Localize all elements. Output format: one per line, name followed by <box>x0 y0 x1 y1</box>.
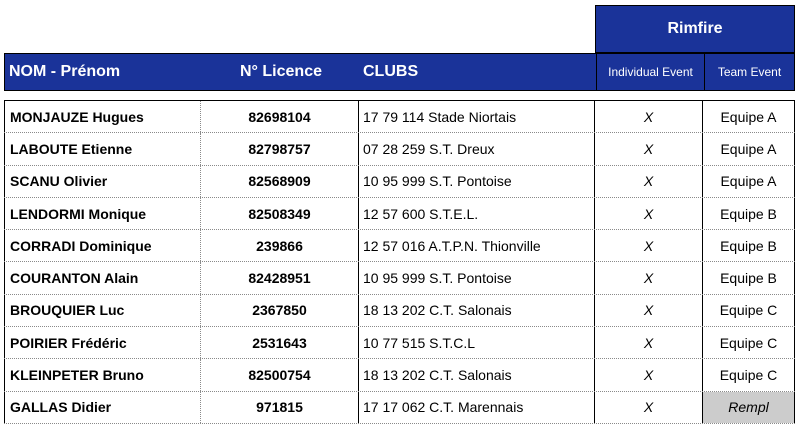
license-cell: 2367850 <box>201 295 359 326</box>
name-cell: CORRADI Dominique <box>4 230 201 261</box>
individual-event-cell: X <box>595 295 703 326</box>
team-event-cell: Equipe B <box>703 230 795 261</box>
license-cell: 2531643 <box>201 327 359 358</box>
license-cell: 82698104 <box>201 101 359 132</box>
club-cell: 10 95 999 S.T. Pontoise <box>359 262 595 293</box>
col-header-name: NOM - Prénom <box>9 63 121 80</box>
club-cell: 18 13 202 C.T. Salonais <box>359 359 595 390</box>
license-cell: 82508349 <box>201 198 359 229</box>
individual-event-cell: X <box>595 262 703 293</box>
col-header-license: N° Licence <box>240 63 322 80</box>
name-cell: BROUQUIER Luc <box>4 295 201 326</box>
table-row <box>4 392 795 424</box>
table-row <box>4 359 795 391</box>
table-row <box>4 100 795 133</box>
individual-event-cell: X <box>595 101 703 132</box>
license-cell: 971815 <box>201 392 359 423</box>
license-cell: 82500754 <box>201 359 359 390</box>
table-row <box>4 295 795 327</box>
team-event-cell: Equipe A <box>703 101 795 132</box>
name-cell: LENDORMI Monique <box>4 198 201 229</box>
club-cell: 12 57 016 A.T.P.N. Thionville <box>359 230 595 261</box>
club-cell: 10 77 515 S.T.C.L <box>359 327 595 358</box>
club-cell: 17 79 114 Stade Niortais <box>359 101 595 132</box>
team-event-cell: Equipe C <box>703 295 795 326</box>
table-row <box>4 166 795 198</box>
individual-event-cell: X <box>595 198 703 229</box>
table-body <box>4 100 795 424</box>
club-cell: 07 28 259 S.T. Dreux <box>359 133 595 164</box>
team-event-cell: Equipe C <box>703 359 795 390</box>
individual-event-cell: X <box>595 392 703 423</box>
col-header-team: Team Event <box>704 54 794 90</box>
individual-event-cell: X <box>595 133 703 164</box>
name-cell: MONJAUZE Hugues <box>4 101 201 132</box>
table-row <box>4 198 795 230</box>
table-row <box>4 133 795 165</box>
license-cell: 82798757 <box>201 133 359 164</box>
name-cell: POIRIER Frédéric <box>4 327 201 358</box>
individual-event-cell: X <box>595 166 703 197</box>
team-event-cell: Equipe A <box>703 133 795 164</box>
col-header-individual: Individual Event <box>596 54 704 90</box>
column-header-row <box>4 53 795 91</box>
col-header-clubs: CLUBS <box>363 63 419 80</box>
name-cell: SCANU Olivier <box>4 166 201 197</box>
individual-event-cell: X <box>595 230 703 261</box>
name-cell: COURANTON Alain <box>4 262 201 293</box>
club-cell: 17 17 062 C.T. Marennais <box>359 392 595 423</box>
team-event-cell: Equipe B <box>703 198 795 229</box>
individual-event-cell: X <box>595 359 703 390</box>
license-cell: 82568909 <box>201 166 359 197</box>
team-event-cell: Equipe A <box>703 166 795 197</box>
club-cell: 10 95 999 S.T. Pontoise <box>359 166 595 197</box>
rimfire-label: Rimfire <box>667 20 723 37</box>
club-cell: 18 13 202 C.T. Salonais <box>359 295 595 326</box>
table-row <box>4 262 795 294</box>
team-event-cell: Rempl <box>703 392 795 423</box>
individual-event-cell: X <box>595 327 703 358</box>
team-event-cell: Equipe C <box>703 327 795 358</box>
name-cell: KLEINPETER Bruno <box>4 359 201 390</box>
club-cell: 12 57 600 S.T.E.L. <box>359 198 595 229</box>
license-cell: 82428951 <box>201 262 359 293</box>
table-row <box>4 230 795 262</box>
name-cell: LABOUTE Etienne <box>4 133 201 164</box>
team-event-cell: Equipe B <box>703 262 795 293</box>
license-cell: 239866 <box>201 230 359 261</box>
table-row <box>4 327 795 359</box>
name-cell: GALLAS Didier <box>4 392 201 423</box>
rimfire-group-header <box>595 5 795 53</box>
